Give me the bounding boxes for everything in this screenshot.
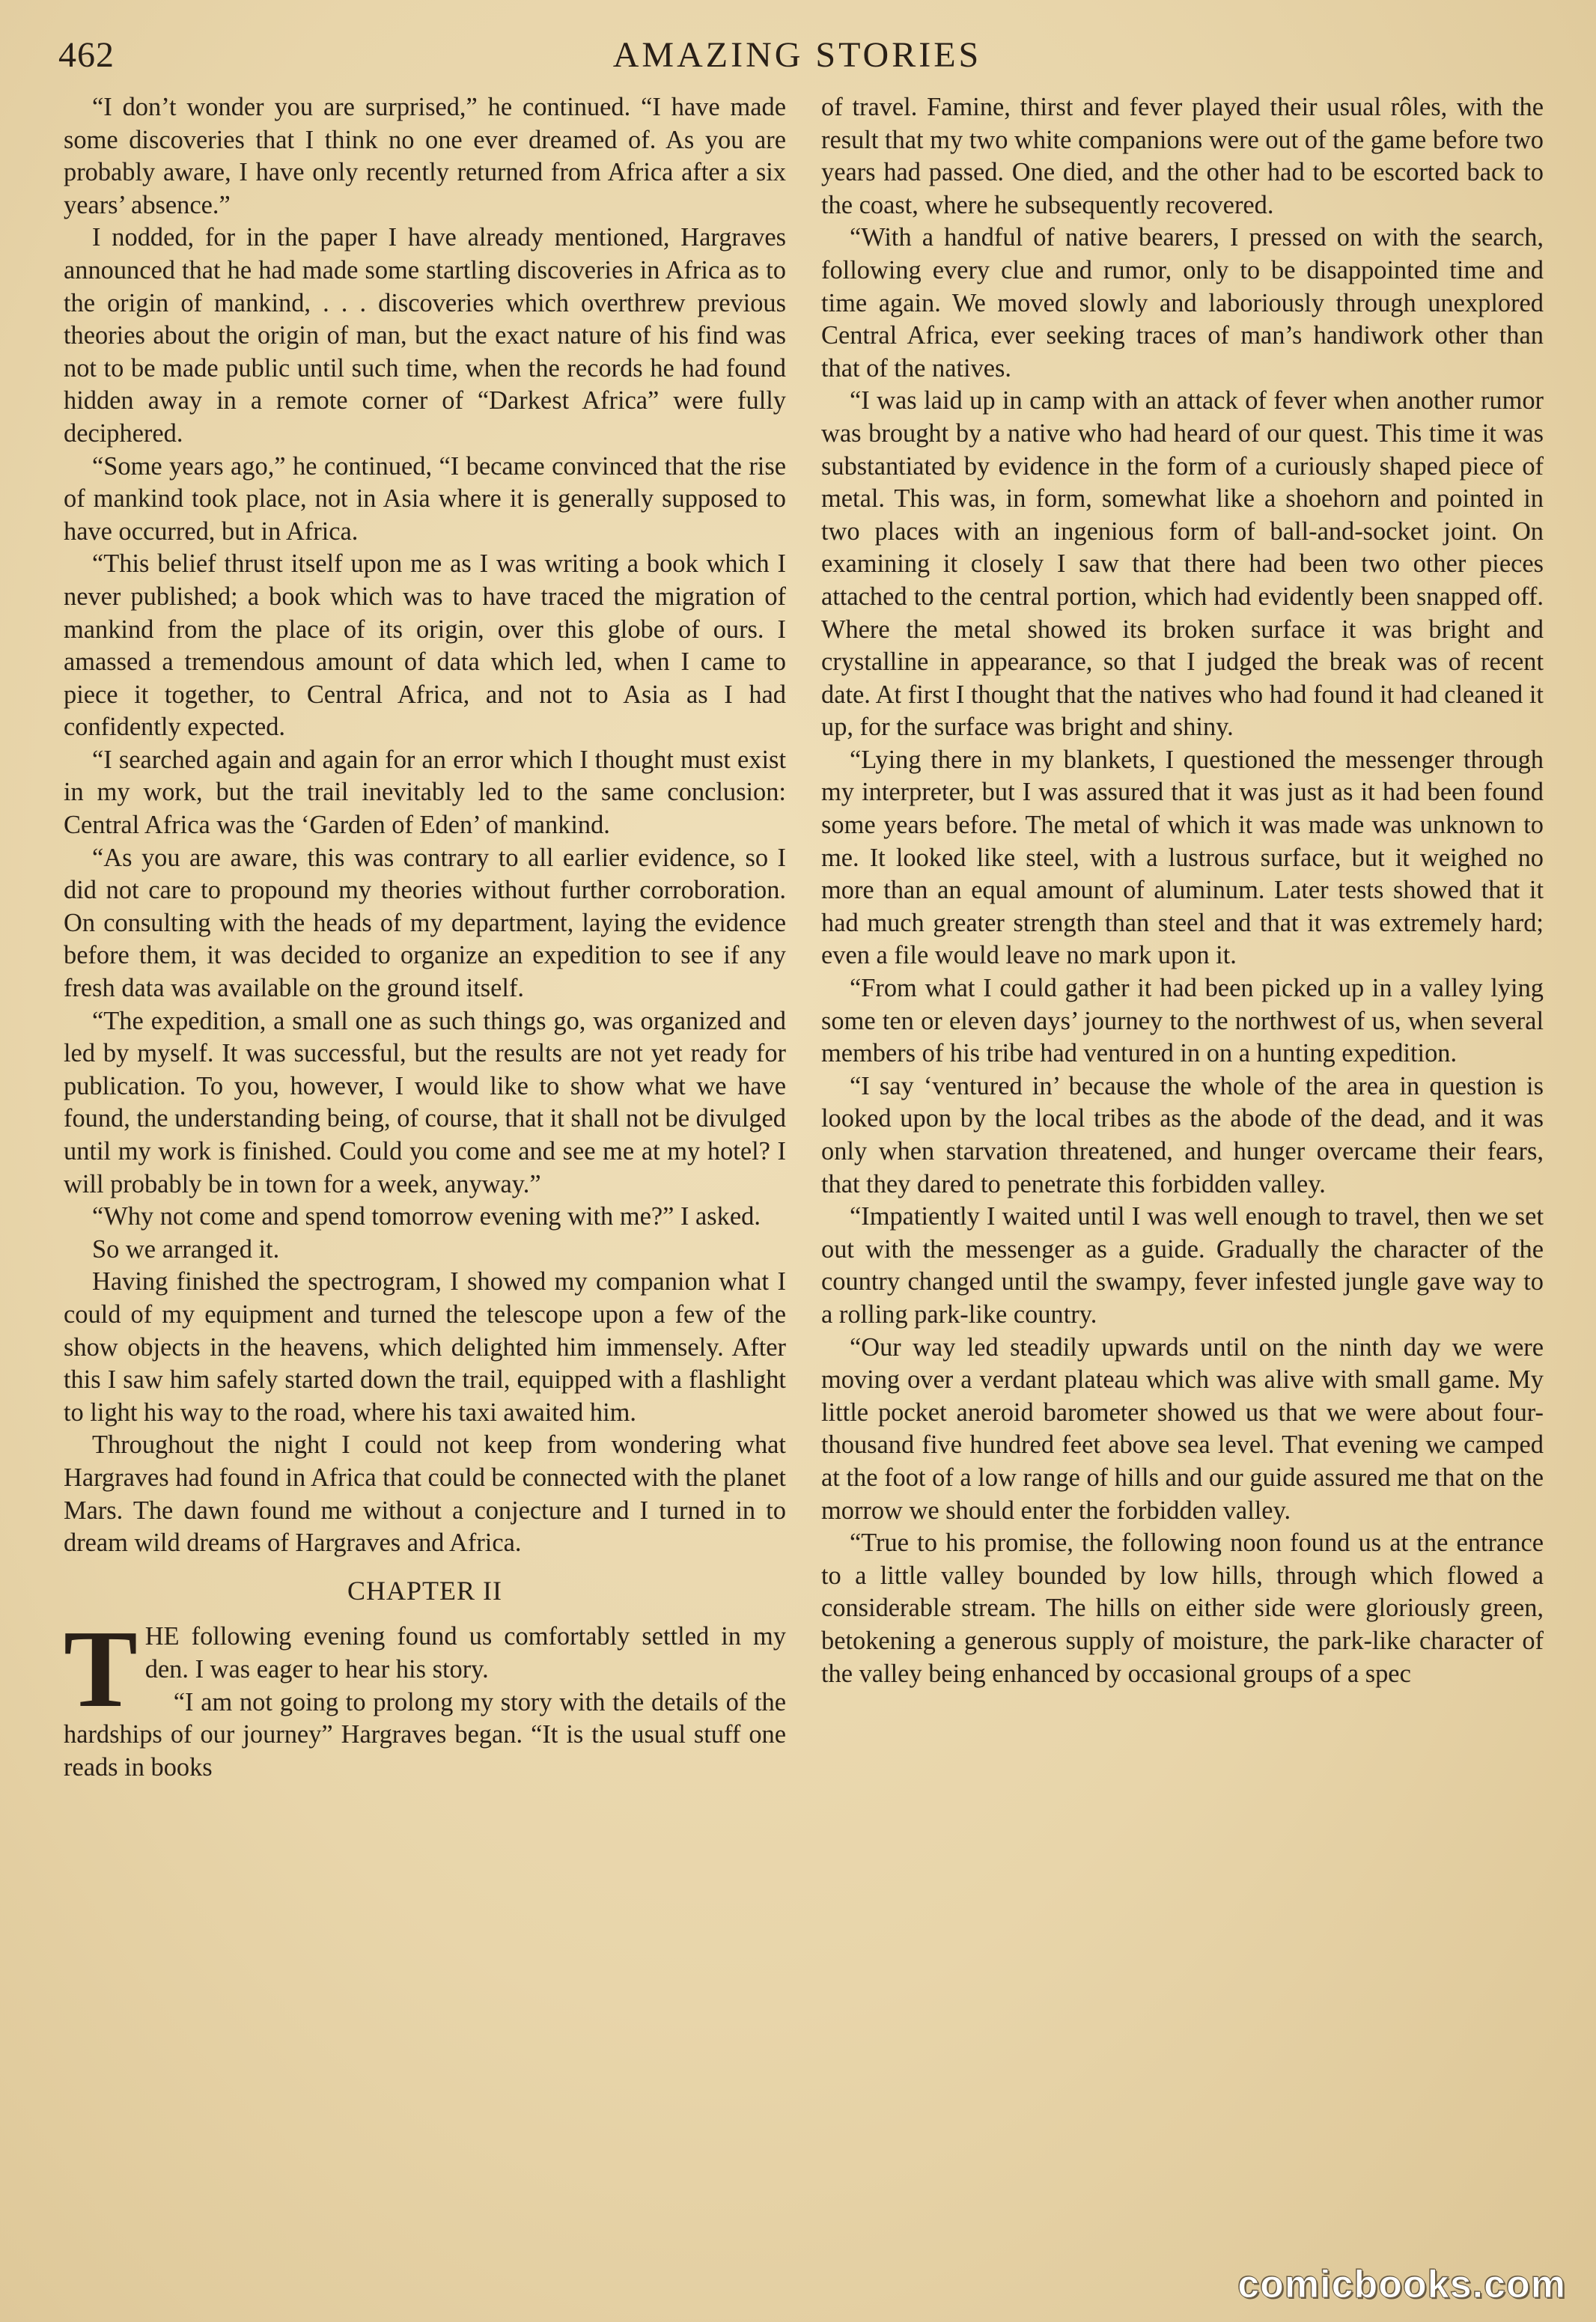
body-paragraph: Throughout the night I could not keep from wondering what Hargraves had found in Africa that could be connected with the planet Mars. The dawn found me without a conjecture and I turned in to dream wild dreams of Hargraves and Africa. (64, 1430, 786, 1558)
body-paragraph: “Why not come and spend tomorrow evening with me?” I asked. (92, 1202, 761, 1231)
body-paragraph: “I searched again and again for an error which I thought must exist in my work, but the trail inevitably led to the same conclusion: Central Africa was the ‘Garden of Eden’ of mankind. (64, 745, 786, 840)
running-head: AMAZING STORIES (612, 35, 982, 75)
chapter-opening-paragraph (64, 1608, 786, 1731)
body-paragraph: Having finished the spectrogram, I showed my companion what I could of my equipment and turned the telescope upon a few of the show objects in the heavens, which delighted him immensely. After this I saw him safely started down the trail, equipped with a flashlight to light his way to the road, where his taxi awaited him. (64, 1267, 786, 1427)
chapter-opening-text: HE following evening found us comfortably settled in my den. I was eager to hear his story. (144, 1622, 786, 1683)
body-paragraph: “As you are aware, this was contrary to all earlier evidence, so I did not care to propound my theories without further corroboration. On consulting with the heads of my department, laying the evidence before them, it was decided to organize an expedition to see if any fresh data was available on the ground itself. (64, 843, 786, 1003)
body-paragraph: “I was laid up in camp with an attack of fever when another rumor was brought by a native who had heard of our quest. This time it was substantiated by evidence in the form of a curiously shaped piece of metal. This was, in form, somewhat like a shoehorn and pointed in two places with an ingenious form of ball-and-socket joint. On examining it closely I saw that there had been two other pieces attached to the central portion, which had evidently been snapped off. Where the metal showed its broken surface it was bright and crystalline in appearance, so that I judged the break was of recent date. At first I thought that the natives who had found it had cleaned it up, for the surface was bright and shiny. (821, 386, 1544, 742)
body-paragraph: “This belief thrust itself upon me as I was writing a book which I never published; a book which was to have traced the migration of mankind from the place of its origin, over this globe of ours. I amassed a tremendous amount of data which led, when I came to piece it together, to Central Africa, and not to Asia as I had confidently expected. (64, 549, 786, 742)
left-column (64, 91, 786, 1784)
page-header (52, 28, 1542, 81)
body-paragraph: So we arranged it. (92, 1234, 280, 1264)
right-column (821, 91, 1544, 1690)
body-paragraph: “I say ‘ventured in’ because the whole of the area in question is looked upon by the local tribes as the abode of the dead, and it was only when starvation threatened, and hunger overcame their fears, that they dared to penetrate this forbidden valley. (821, 1071, 1544, 1198)
drop-cap: T (64, 1608, 138, 1731)
body-paragraph: “I don’t wonder you are surprised,” he continued. “I have made some discoveries that I think no one ever dreamed of. As you are probably aware, I have only recently returned from Africa after a six years’ absence.” (64, 93, 786, 219)
body-paragraph: “The expedition, a small one as such things go, was organized and led by myself. It was successful, but the results are not yet ready for publication. To you, however, I would like to show what we have found, the understanding being, of course, that it shall not be divulged until my work is finished. Could you come and see me at my hotel? I will probably be in town for a week, anyway.” (64, 1006, 786, 1198)
body-paragraph: I nodded, for in the paper I have already mentioned, Hargraves announced that he had made some startling discoveries in Africa as to the origin of mankind, . . . discoveries which overthrew previous theories about the origin of man, but the exact nature of his find was not to be made public until such time, when the records he had found hidden away in a remote corner of “Darkest Africa” were fully deciphered. (64, 223, 786, 448)
watermark: comicbooks.com (1237, 2263, 1566, 2306)
body-paragraph: “With a handful of native bearers, I pressed on with the search, following every clue and rumor, only to be disappointed time and time again. We moved slowly and laboriously through unexplored Central Africa, ever seeking traces of man’s handiwork other than that of the natives. (821, 223, 1544, 383)
body-paragraph: “From what I could gather it had been picked up in a valley lying some ten or eleven days’ journey to the northwest of us, when several members of his tribe had ventured in on a hunting expedition. (821, 974, 1544, 1068)
continued-paragraph: of travel. Famine, thirst and fever played their usual rôles, with the result that my two white companions were out of the game before two years had passed. One died, and the other had to be escorted back to the coast, where he subsequently recovered. (821, 93, 1544, 219)
body-paragraph: “Our way led steadily upwards until on the ninth day we were moving over a verdant plateau which was alive with small game. My little pocket aneroid barometer showed us that we were about four-thousand five hundred feet above sea level. That evening we camped at the foot of a low range of hills and our guide assured me that on the morrow we should enter the forbidden valley. (821, 1332, 1544, 1525)
body-paragraph: “Lying there in my blankets, I questioned the messenger through my interpreter, but I was assured that it was just as it had been found some years before. The metal of which it was made was unknown to me. It looked like steel, with a lustrous surface, but it weighed no more than an equal amount of aluminum. Later tests showed that it had much greater strength than steel and that it was extremely hard; even a file would leave no mark upon it. (821, 745, 1544, 970)
page-number: 462 (58, 35, 115, 75)
body-paragraph: “I am not going to prolong my story with the details of the hardships of our journey” Hargraves began. “It is the usual stuff one reads in books (64, 1687, 786, 1782)
body-paragraph: “True to his promise, the following noon found us at the entrance to a little valley bounded by low hills, through which flowed a considerable stream. The hills on either side were gloriously green, betokening a generous supply of moisture, the park-like character of the valley being enhanced by occasional groups of a spec (821, 1529, 1544, 1688)
body-paragraph: “Some years ago,” he continued, “I became convinced that the rise of mankind took place, not in Asia where it is generally supposed to have occurred, but in Africa. (64, 451, 786, 546)
chapter-heading: CHAPTER II (347, 1575, 502, 1606)
body-paragraph: “Impatiently I waited until I was well enough to travel, then we set out with the messenger as a guide. Gradually the character of the country changed until the swampy, fever infested jungle gave way to a rolling park-like country. (821, 1202, 1544, 1329)
